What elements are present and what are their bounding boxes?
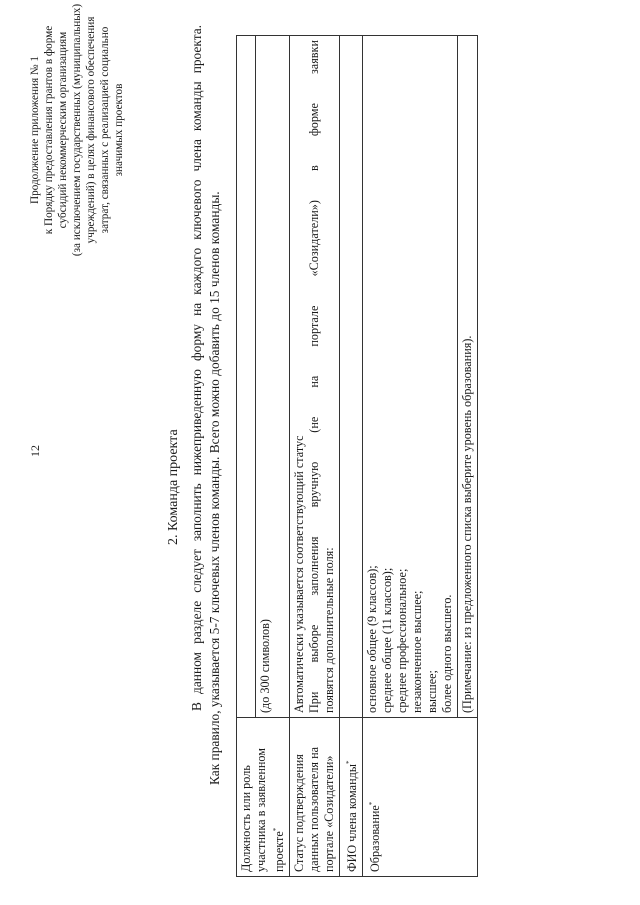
education-options-cell[interactable] <box>363 36 458 718</box>
education-option[interactable]: более одного высшего. <box>440 594 455 713</box>
row-label-position: Должность или роль участника в заявленном проекте* <box>237 718 290 877</box>
education-option[interactable]: среднее общее (11 классов); <box>380 567 395 713</box>
fullname-input-cell[interactable] <box>340 36 363 718</box>
row-label-education: Образование* <box>363 718 478 877</box>
required-mark: * <box>368 801 377 806</box>
education-option[interactable]: высшее; <box>425 670 440 713</box>
appendix-line: (за исключением государственных (муниципальных) <box>71 3 83 257</box>
table-row <box>340 36 363 877</box>
position-hint-cell <box>256 36 290 718</box>
appendix-line: затрат, связанных с реализацией социально <box>99 26 111 234</box>
education-note-cell <box>458 36 478 718</box>
row-label-fullname: ФИО члена команды* <box>340 718 363 877</box>
intro-line: В данном разделе следует заполнить нижеприведенную форму на каждого ключевого члена команды проекта. <box>189 25 204 711</box>
required-mark: * <box>345 760 354 764</box>
education-note: (Примечание: из предложенного списка выберите уровень образования). <box>460 335 475 713</box>
team-member-form-table <box>236 35 478 877</box>
appendix-line: значимых проектов <box>113 83 125 177</box>
status-line: появятся дополнительные поля: <box>322 547 337 713</box>
status-content-cell <box>290 36 340 718</box>
table-row <box>363 36 458 877</box>
education-option[interactable]: среднее профессиональное; <box>395 568 410 713</box>
status-line: При выборе заполнения вручную (не на портале «Созидатели») в форме заявки <box>307 40 322 713</box>
education-option[interactable]: незаконченное высшее; <box>410 590 425 713</box>
status-line: Автоматически указывается соответствующий статус <box>292 435 307 713</box>
section-intro <box>188 25 224 785</box>
appendix-line: Продолжение приложения № 1 <box>29 56 41 204</box>
table-row <box>237 36 256 877</box>
appendix-header <box>28 0 126 265</box>
intro-line: Как правило, указывается 5-7 ключевых членов команды. Всего можно добавить до 15 членов команды. <box>207 191 222 785</box>
appendix-line: субсидий некоммерческим организациям <box>57 31 69 229</box>
appendix-line: к Порядку предоставления грантов в форме <box>43 25 55 235</box>
required-mark: * <box>272 827 280 832</box>
char-limit-hint: (до 300 символов) <box>258 619 272 713</box>
appendix-line: учреждений) в целях финансового обеспечения <box>85 16 97 244</box>
position-input-cell[interactable] <box>237 36 256 718</box>
page-number: 12 <box>28 445 42 457</box>
section-title: 2. Команда проекта <box>166 429 181 545</box>
education-option[interactable]: основное общее (9 классов); <box>365 565 380 713</box>
table-row <box>290 36 340 877</box>
row-label-status: Статус подтверждения данных пользователя на портале «Созидатели» <box>290 718 340 877</box>
